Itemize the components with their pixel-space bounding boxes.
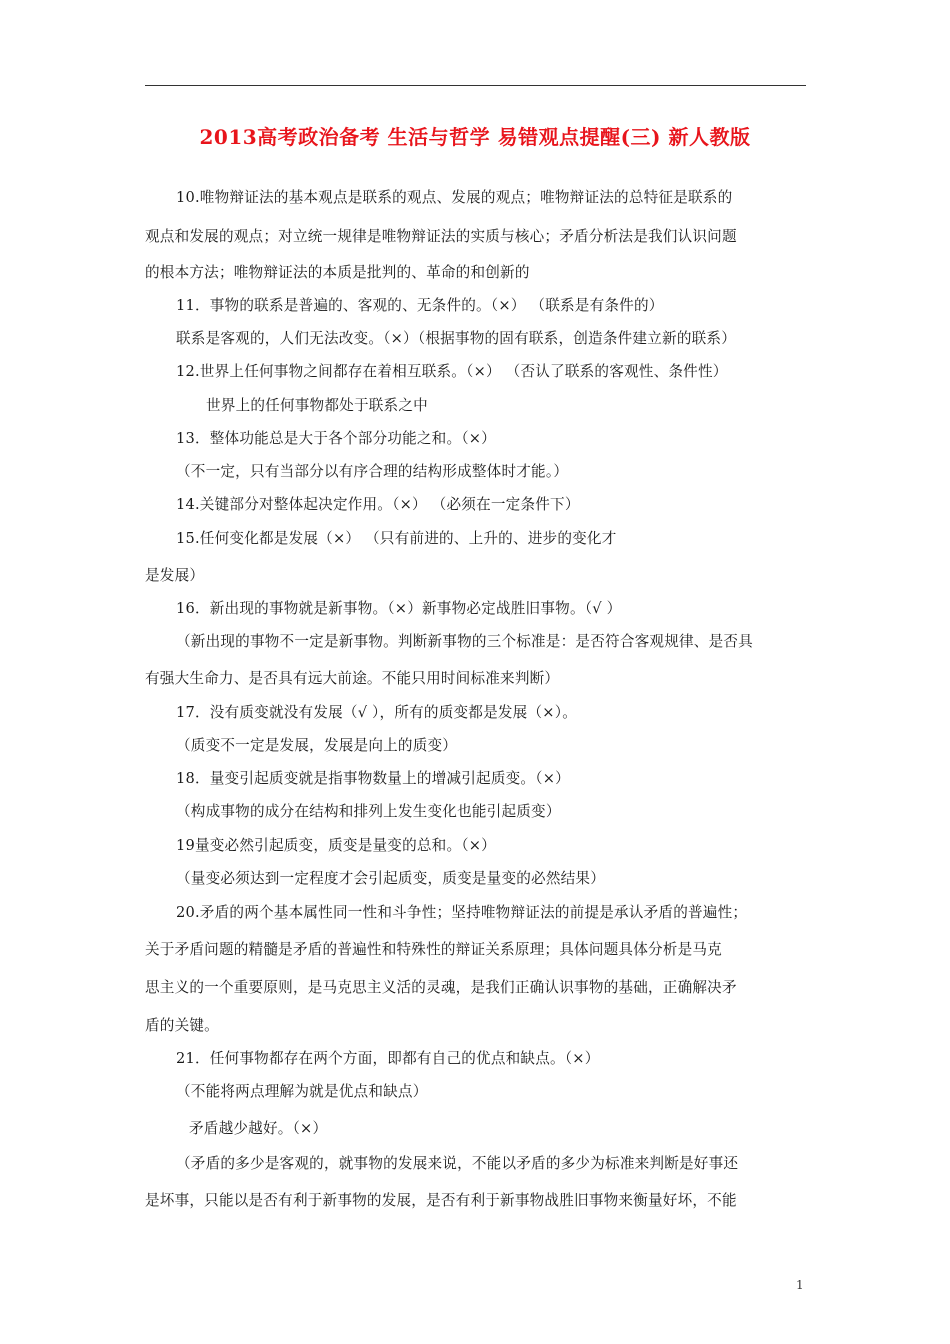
text-line: 21．任何事物都存在两个方面，即都有自己的优点和缺点。（×）	[176, 1050, 600, 1067]
text-line: （新出现的事物不一定是新事物。判断新事物的三个标准是：是否符合客观规律、是否具	[176, 633, 753, 650]
text-line: （构成事物的成分在结构和排列上发生变化也能引起质变）	[176, 803, 561, 820]
text-line: 关于矛盾问题的精髓是矛盾的普遍性和特殊性的辩证关系原理；具体问题具体分析是马克	[145, 941, 722, 958]
text-line: （不一定，只有当部分以有序合理的结构形成整体时才能。）	[176, 463, 569, 480]
text-line: 17．没有质变就没有发展（√ ），所有的质变都是发展（×）。	[176, 704, 577, 721]
text-line: 思主义的一个重要原则，是马克思主义活的灵魂，是我们正确认识事物的基础，正确解决矛	[145, 979, 737, 996]
text-line: 观点和发展的观点；对立统一规律是唯物辩证法的实质与核心；矛盾分析法是我们认识问题	[145, 228, 737, 245]
text-line: 19量变必然引起质变，质变是量变的总和。（×）	[176, 837, 496, 854]
text-line: 是发展）	[145, 567, 205, 584]
text-line: 11．事物的联系是普遍的、客观的、无条件的。（×） （联系是有条件的）	[176, 297, 664, 314]
text-line: 的根本方法；唯物辩证法的本质是批判的、革命的和创新的	[145, 264, 530, 281]
text-line: 10.唯物辩证法的基本观点是联系的观点、发展的观点；唯物辩证法的总特征是联系的	[176, 189, 733, 206]
text-line: 12.世界上任何事物之间都存在着相互联系。（×） （否认了联系的客观性、条件性）	[176, 363, 728, 380]
text-line: 联系是客观的，人们无法改变。（×）（根据事物的固有联系，创造条件建立新的联系）	[176, 330, 736, 347]
text-line: 18．量变引起质变就是指事物数量上的增减引起质变。（×）	[176, 770, 570, 787]
text-line: 16．新出现的事物就是新事物。（×）新事物必定战胜旧事物。（√ ）	[176, 600, 622, 617]
text-line: 20.矛盾的两个基本属性同一性和斗争性；坚持唯物辩证法的前提是承认矛盾的普遍性；	[176, 904, 748, 921]
text-line: 有强大生命力、是否具有远大前途。不能只用时间标准来判断）	[145, 670, 560, 687]
text-line: （不能将两点理解为就是优点和缺点）	[176, 1083, 428, 1100]
text-line: （矛盾的多少是客观的，就事物的发展来说，不能以矛盾的多少为标准来判断是好事还	[176, 1155, 739, 1172]
text-line: 是坏事，只能以是否有利于新事物的发展，是否有利于新事物战胜旧事物来衡量好坏，不能	[145, 1192, 737, 1209]
page-title: 2013高考政治备考 生活与哲学 易错观点提醒(三) 新人教版	[199, 125, 751, 149]
text-line: 矛盾越少越好。（×）	[189, 1120, 328, 1137]
text-line: 盾的关键。	[145, 1017, 219, 1034]
text-line: 13．整体功能总是大于各个部分功能之和。（×）	[176, 430, 496, 447]
text-line: （量变必须达到一定程度才会引起质变，质变是量变的必然结果）	[176, 870, 606, 887]
text-line: 14.关键部分对整体起决定作用。（×） （必须在一定条件下）	[176, 496, 580, 513]
text-line: 15.任何变化都是发展（×） （只有前进的、上升的、进步的变化才	[176, 530, 617, 547]
text-line: （质变不一定是发展，发展是向上的质变）	[176, 737, 458, 754]
text-line: 世界上的任何事物都处于联系之中	[206, 397, 428, 414]
page-number: 1	[796, 1278, 804, 1292]
header-rule	[145, 85, 806, 86]
